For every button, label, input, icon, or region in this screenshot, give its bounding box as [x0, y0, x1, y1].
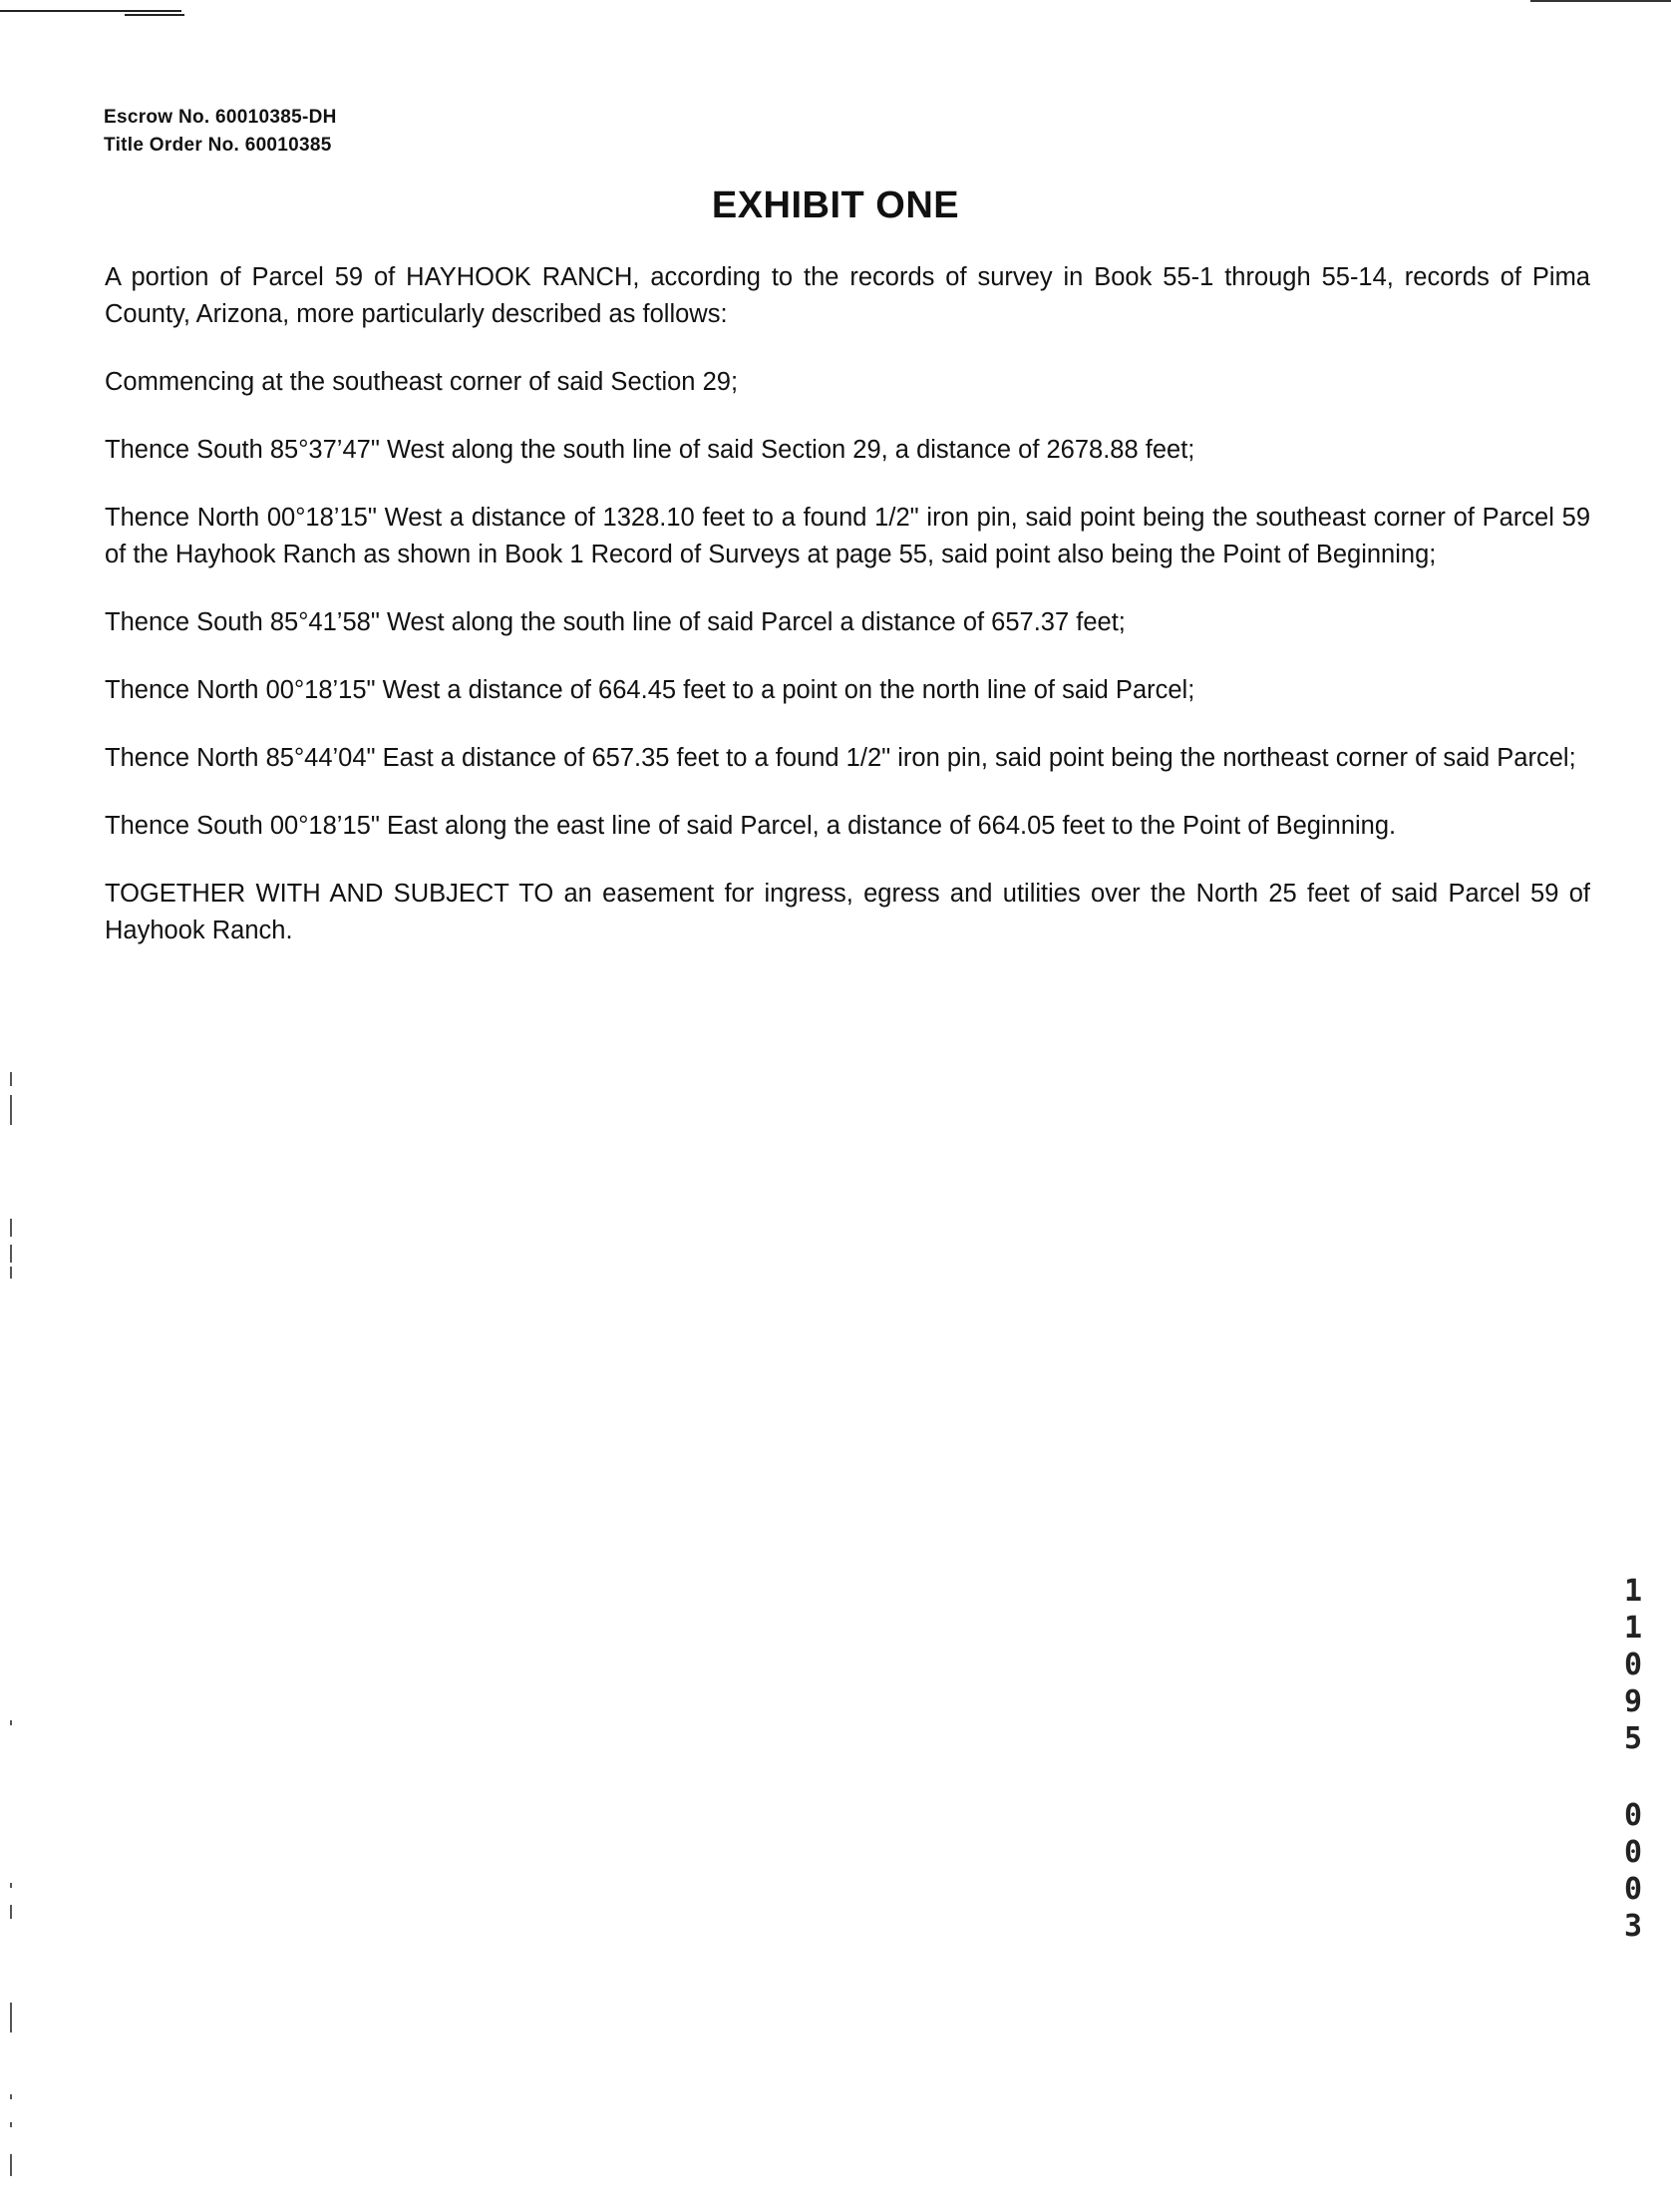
scan-artifact-tick [10, 1095, 12, 1125]
scan-artifact-rule [0, 10, 181, 12]
scan-artifact-tick [10, 2122, 12, 2127]
escrow-number: Escrow No. 60010385-DH [104, 107, 337, 128]
scan-artifact-tick [10, 1072, 12, 1086]
paragraph-commencing: Commencing at the southeast corner of said Section 29; [105, 368, 739, 396]
stamp-char: 9 [1623, 1684, 1643, 1719]
legal-description [105, 259, 1590, 980]
reference-numbers [104, 104, 337, 160]
stamp-char: 0 [1623, 1835, 1643, 1870]
paragraph-course-6: Thence South 00°18’15" East along the east line of said Parcel, a distance of 664.05 feet to the Point of Beginning. [105, 812, 1397, 840]
stamp-char: 5 [1623, 1721, 1643, 1756]
scan-artifact-tick [10, 2154, 12, 2176]
scan-artifact-tick [10, 1905, 12, 1919]
scan-artifact-rule [125, 14, 184, 16]
stamp-char: 1 [1623, 1574, 1643, 1609]
recording-stamp [1613, 1576, 1653, 1955]
stamp-char: 0 [1623, 1648, 1643, 1682]
paragraph-course-3: Thence South 85°41’58" West along the south line of said Parcel a distance of 657.37 feet; [105, 608, 1126, 636]
stamp-number [1613, 1576, 1653, 1948]
scan-artifact-tick [10, 1219, 12, 1237]
title-order-number: Title Order No. 60010385 [104, 135, 332, 156]
stamp-char: 3 [1623, 1909, 1643, 1944]
stamp-char: 0 [1623, 1872, 1643, 1907]
paragraph-course-2: Thence North 00°18’15" West a distance of 1328.10 feet to a found 1/2" iron pin, said point being the southeast corner of Parcel 59 of the Hayhook Ranch as shown in Book 1 Record of Surveys at page 55, said point also being the Point of Beginning; [105, 504, 1590, 568]
stamp-char: 1 [1623, 1611, 1643, 1646]
scan-artifact-tick [10, 1267, 12, 1279]
scan-artifact-tick [10, 1245, 12, 1263]
stamp-char [1613, 1760, 1653, 1800]
scan-artifact-tick [10, 1883, 12, 1888]
stamp-char: 0 [1623, 1798, 1643, 1833]
paragraph-easement: TOGETHER WITH AND SUBJECT TO an easement for ingress, egress and utilities over the North 25 feet of said Parcel 59 of Hayhook Ranch. [105, 880, 1590, 944]
paragraph-course-1: Thence South 85°37’47" West along the south line of said Section 29, a distance of 2678.88 feet; [105, 436, 1195, 464]
paragraph-intro: A portion of Parcel 59 of HAYHOOK RANCH, according to the records of survey in Book 55-1 through 55-14, records of Pima County, Arizona, more particularly described as follows: [105, 263, 1590, 328]
scan-artifact-tick [10, 2003, 12, 2032]
exhibit-title: EXHIBIT ONE [711, 184, 960, 226]
scan-artifact-rule [1530, 0, 1671, 2]
paragraph-course-4: Thence North 00°18’15" West a distance of 664.45 feet to a point on the north line of said Parcel; [105, 676, 1195, 704]
paragraph-course-5: Thence North 85°44’04" East a distance of 657.35 feet to a found 1/2" iron pin, said point being the northeast corner of said Parcel; [105, 744, 1576, 772]
scan-artifact-tick [10, 1720, 12, 1725]
scan-artifact-tick [10, 2094, 12, 2099]
